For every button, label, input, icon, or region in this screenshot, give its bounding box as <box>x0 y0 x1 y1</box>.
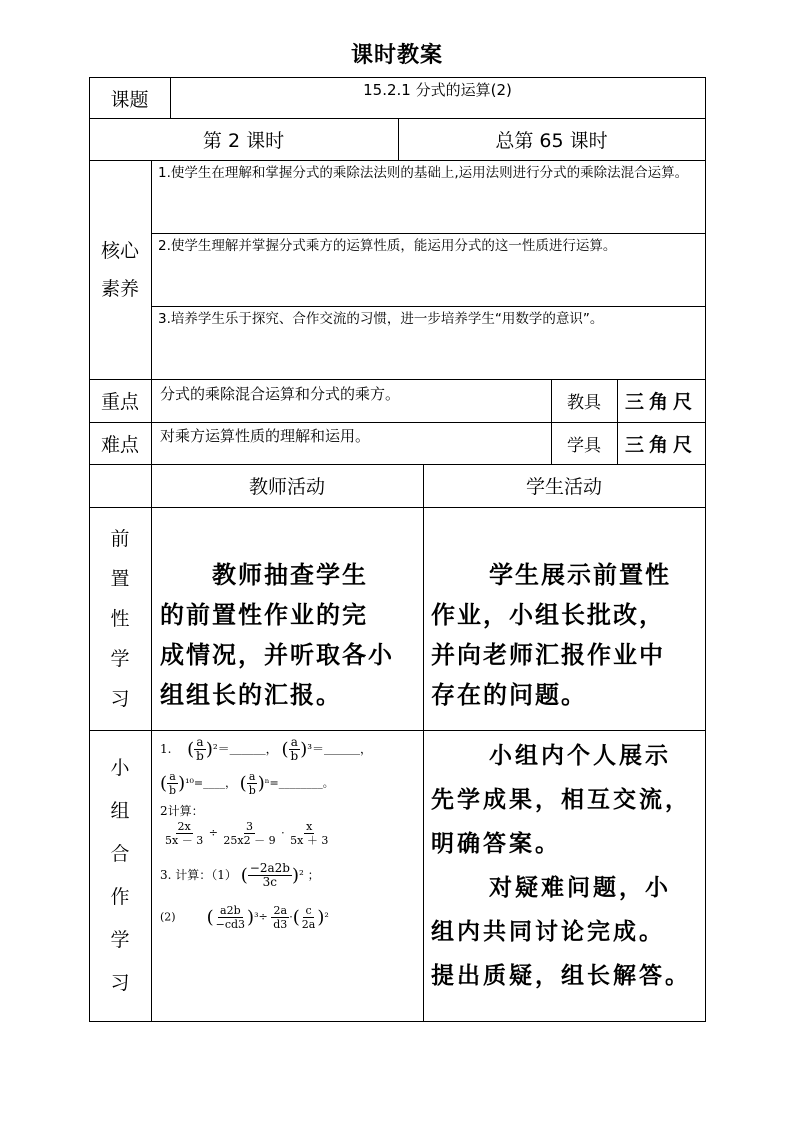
teaching-aid-label: 教具 <box>567 393 601 413</box>
fraction-numerator: −2a2b <box>249 861 290 875</box>
fraction-numerator: 3 <box>246 820 254 833</box>
exercise-1-number: 1. <box>160 742 172 756</box>
text-line: 先学成果，相互交流， <box>431 786 691 813</box>
teaching-aid-value: 三角尺 <box>624 391 697 413</box>
text-line: 学生展示前置性 <box>489 560 671 589</box>
text-line: 并向老师汇报作业中 <box>431 640 665 669</box>
exercise-4-number: (2) <box>160 910 176 924</box>
exercise-3-title: 3. 计算：（1） <box>160 868 237 882</box>
key-point-label: 重点 <box>100 391 139 413</box>
text-line: 组组长的汇报。 <box>160 680 342 709</box>
total-period-label: 总第 65 课时 <box>495 129 608 152</box>
fraction-numerator: a <box>196 735 204 749</box>
difficulty-label: 难点 <box>100 433 139 456</box>
text-line: 对疑难问题，小 <box>489 874 671 901</box>
fraction-denominator: b <box>248 784 256 797</box>
blank-a: ²＝＿＿＿， <box>212 742 278 756</box>
fraction-denominator: b <box>290 749 299 763</box>
text-line: 提出质疑，组长解答。 <box>431 962 691 989</box>
text-line: 小组内个人展示 <box>489 742 671 769</box>
group-study-char: 习 <box>110 971 130 994</box>
exercise-1-line-2: ( $\frac{a}{b}$ )¹⁰=____， ( $\frac{a}{b}$ )ⁿ=________。 <box>160 770 334 797</box>
text-line: 教师抽查学生 <box>212 560 368 589</box>
learning-aid-label: 学具 <box>567 435 601 456</box>
group-study-char: 组 <box>110 799 130 822</box>
fraction-denominator: 5x － 3 <box>165 834 204 847</box>
fraction-denominator: d3 <box>273 918 288 931</box>
multiply-operator: · <box>289 910 293 924</box>
blank-d: ⁿ=________。 <box>264 776 334 790</box>
fraction-numerator: x <box>306 820 313 833</box>
fraction-numerator: a <box>290 735 298 749</box>
difficulty-text: 对乘方运算性质的理解和运用。 <box>160 427 371 445</box>
blank-c: ¹⁰=____， <box>185 776 237 790</box>
exercise-2-expression <box>163 820 330 847</box>
multiply-operator: · <box>281 826 285 840</box>
power-divide: ³÷ <box>254 910 268 924</box>
fraction-denominator: b <box>196 749 204 763</box>
text-line: 存在的问题。 <box>431 680 587 709</box>
text-line: 成情况，并听取各小 <box>160 640 394 669</box>
fraction-denominator: b <box>169 784 177 797</box>
fraction-denominator: −cd3 <box>215 918 246 931</box>
power: ² <box>324 910 329 924</box>
pre-study-teacher-text <box>160 555 422 715</box>
text-line: 明确答案。 <box>431 830 561 857</box>
pre-study-char: 前 <box>110 527 130 550</box>
document-title: 课时教案 <box>350 43 443 68</box>
topic-label: 课题 <box>110 88 149 111</box>
fraction-numerator: a <box>169 770 176 783</box>
core-literacy-item-2: 2.使学生理解并掌握分式乘方的运算性质，能运用分式的这一性质进行运算。 <box>158 238 617 254</box>
core-literacy-item-1: 1.使学生在理解和掌握分式的乘除法法则的基础上,运用法则进行分式的乘除法混合运算。 <box>158 165 689 181</box>
exercise-2-title: 2计算： <box>160 804 204 818</box>
blank-b: ³＝＿＿＿， <box>307 742 373 756</box>
group-study-char: 学 <box>110 928 130 951</box>
exercise-3: 3. 计算：（1） ( $\frac{-2a2b}{3c}$ )² ； <box>160 861 320 889</box>
pre-study-label <box>89 507 151 730</box>
group-study-char: 作 <box>110 885 130 908</box>
fraction-denominator: 3c <box>262 875 278 889</box>
fraction-denominator: 25x2 － 9 <box>223 834 276 847</box>
teacher-activity-header: 教师活动 <box>248 476 325 498</box>
fraction-numerator: 2x <box>177 820 191 833</box>
student-activity-header: 学生活动 <box>525 476 602 498</box>
exercise-4: (2) ( $\frac{a2b}{-cd3}$ )³÷ $\frac{2a}{d3}$ ·( $\frac{c}{2a}$ )² <box>160 904 329 931</box>
group-study-char: 合 <box>110 842 130 865</box>
text-line: 的前置性作业的完 <box>160 600 368 629</box>
group-study-char: 小 <box>110 756 130 779</box>
exercise-3-tail: ² ； <box>298 868 320 882</box>
topic-value: 15.2.1 分式的运算(2) <box>363 80 512 99</box>
pre-study-char: 置 <box>110 567 130 590</box>
fraction-numerator: a2b <box>220 904 241 917</box>
pre-study-char: 习 <box>110 687 130 710</box>
fraction-denominator: 2a <box>301 918 316 931</box>
period-label: 第 2 课时 <box>202 129 285 152</box>
learning-aid-value: 三角尺 <box>624 433 697 456</box>
key-point-text: 分式的乘除混合运算和分式的乘方。 <box>160 385 401 403</box>
core-literacy-item-3: 3.培养学生乐于探究、合作交流的习惯，进一步培养学生“用数学的意识”。 <box>158 311 604 327</box>
core-literacy-label-line1: 核心 <box>100 239 139 262</box>
core-literacy-label <box>89 160 151 379</box>
text-line: 组内共同讨论完成。 <box>431 918 665 945</box>
core-literacy-label-line2: 素养 <box>100 277 139 300</box>
fraction-numerator: a <box>248 770 256 783</box>
pre-study-char: 学 <box>110 647 130 670</box>
group-study-student-text <box>431 734 703 998</box>
group-study-label <box>89 730 151 1021</box>
pre-study-char: 性 <box>110 607 130 630</box>
fraction-numerator: 2a <box>273 904 288 917</box>
divide-operator: ÷ <box>208 826 218 840</box>
pre-study-student-text <box>431 555 703 715</box>
fraction-numerator: c <box>305 904 312 917</box>
exercise-1-line-1: 1. ( $\frac{a}{b}$ )²＝＿＿＿， ( $\frac{a}{b}$ )³＝＿＿＿， <box>160 735 373 763</box>
fraction-denominator: 5x ＋ 3 <box>290 834 329 847</box>
text-line: 作业，小组长批改， <box>431 600 665 629</box>
